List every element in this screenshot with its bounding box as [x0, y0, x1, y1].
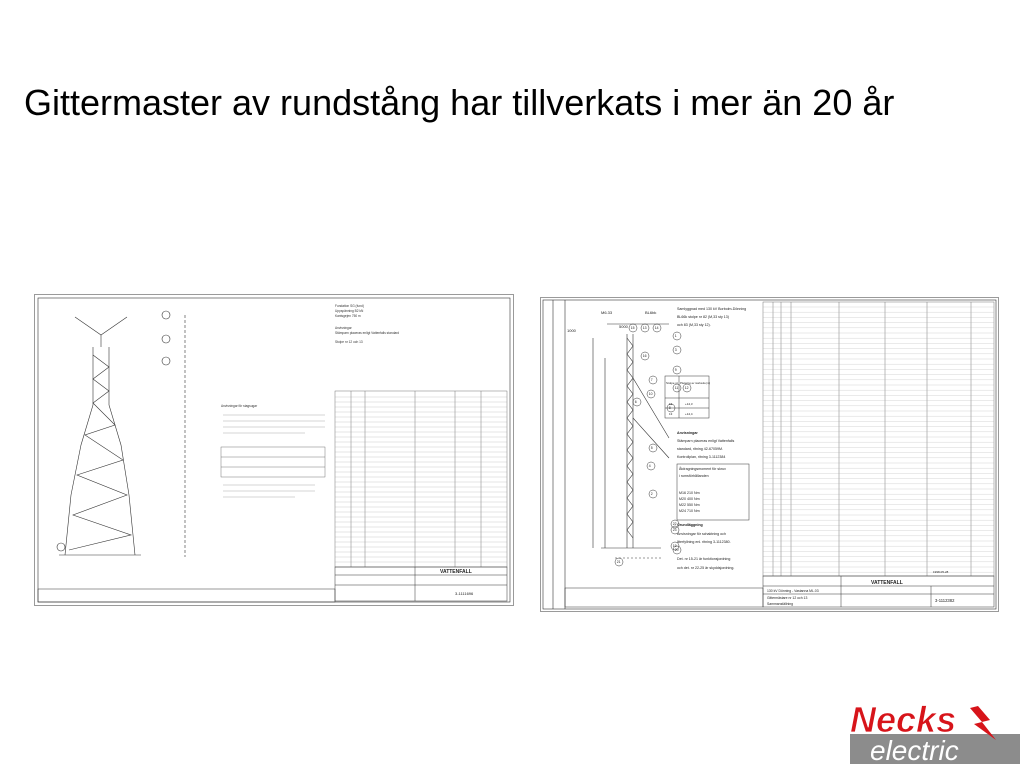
- torque-m22: M22 550 Nm: [679, 503, 700, 507]
- title-block-line-3: Sammanställning: [767, 602, 794, 606]
- callout-label: 1: [674, 334, 677, 339]
- svg-text:Kantsgejen 750 m: Kantsgejen 750 m: [335, 314, 361, 318]
- logo-brand-bottom: electric: [870, 735, 959, 766]
- callout-label: 2: [650, 492, 653, 497]
- svg-text:Anvisningar: Anvisningar: [335, 326, 352, 330]
- svg-text:Stolpe nr 12 och 13: Stolpe nr 12 och 13: [335, 340, 363, 344]
- title-block-date: 1998-05-28: [933, 570, 949, 574]
- logo-brand-top: Necks: [850, 700, 957, 740]
- callout-label: 16: [642, 354, 647, 359]
- dim-label-1: M6.33: [601, 310, 613, 315]
- anvisningar-line-2: standard, ritning 42-67059M.: [677, 447, 723, 451]
- grund-line-4: och det. nr 22-25 är skyddsjordning.: [677, 566, 735, 570]
- necks-electric-logo: [842, 700, 1022, 766]
- left-company-mark: VATTENFALL: [440, 569, 472, 575]
- torque-box-line-1: Åtdragningsmoment för skruv: [679, 467, 726, 471]
- callout-label: 12: [684, 386, 689, 391]
- stolpe-row-1-nr: 12: [669, 402, 673, 406]
- callout-label: 20: [674, 548, 679, 553]
- callout-label: 14: [654, 326, 659, 331]
- title-block-drawing-number: 3-1112382: [935, 598, 955, 603]
- grund-line-3: Det. nr 15-21 är funktionsjordning: [677, 557, 731, 561]
- drawing-left-svg: [35, 295, 513, 605]
- torque-m24: M24 710 Nm: [679, 509, 700, 513]
- callout-label: 13: [642, 326, 647, 331]
- stolpe-row-2-nr: 13: [669, 412, 673, 416]
- callout-label: 8: [668, 406, 671, 411]
- left-drawing-number: 3-1111696: [455, 591, 474, 596]
- callout-label: 19: [672, 544, 677, 549]
- drawing-right-svg: [541, 298, 998, 611]
- callout-label: 10: [648, 392, 653, 397]
- note-top-1: Samlyggnad med 130 kV Borbolm-Dönning: [677, 307, 747, 311]
- callout-label: 22: [672, 522, 677, 527]
- callout-label: 9: [674, 368, 677, 373]
- title-block-line-2: Gittermästare nr 12 och 13: [767, 596, 808, 600]
- callout-label: 4: [648, 464, 651, 469]
- title-block-line-1: 130 kV Dönning - Vastanna ML.03: [767, 589, 819, 593]
- stolpe-table-header-2: Placering av marksula (m): [680, 382, 711, 385]
- grund-line-2: återfyllning enl. ritning 3-1112380.: [677, 540, 731, 544]
- right-parts-table: [763, 302, 994, 576]
- callout-label: 21: [616, 560, 621, 565]
- stolpe-table-header-1: Stolpe nr: [666, 381, 679, 385]
- technical-drawing-left: [34, 294, 514, 606]
- callout-label: 3: [674, 348, 677, 353]
- callout-label: 5: [650, 446, 653, 451]
- anvisningar-line-1: Stämparn placeras enligt Vattenfalls: [677, 439, 735, 443]
- grund-title: Grundläggning: [677, 523, 703, 527]
- stolpe-row-2-val: +14,4: [685, 412, 693, 416]
- torque-box-line-2: i rumsförhållanden: [679, 474, 709, 478]
- svg-text:Stämparn placeras enligt Vatte: Stämparn placeras enligt Vattenfalls standard: [335, 331, 400, 335]
- left-notes-heading: Anvisningar för stagsugar: [221, 404, 258, 408]
- anvisningar-line-3: Kontrollplan, ritning 3-1112384: [677, 455, 726, 459]
- dim-label-4: 1000: [567, 328, 576, 333]
- slide-title: Gittermaster av rundstång har tillverkats i mer än 20 år: [24, 82, 895, 123]
- callout-label: 23: [672, 528, 677, 533]
- anvisningar-title: Anvisningar: [677, 431, 698, 435]
- stolpe-row-1-val: +14,3: [685, 402, 693, 406]
- svg-text:Uppspänning B2 kN: Uppspänning B2 kN: [335, 309, 364, 313]
- callout-label: 6: [634, 400, 637, 405]
- callout-label: 7: [650, 378, 653, 383]
- callout-label: 11: [674, 386, 679, 391]
- technical-drawing-right: [540, 297, 999, 612]
- left-parts-table: [335, 391, 507, 567]
- note-top-3: och 83 (M,33 sty 12).: [677, 323, 711, 327]
- torque-m20: M20 400 Nm: [679, 497, 700, 501]
- grund-line-1: Anvisningar för schaktning och: [677, 532, 726, 536]
- callout-label: 15: [630, 326, 635, 331]
- torque-m16: M16 210 Nm: [679, 491, 700, 495]
- svg-text:Fundation SG (fund): Fundation SG (fund): [335, 304, 364, 308]
- right-company-mark: VATTENFALL: [871, 580, 903, 586]
- dim-label-2: BL6bk: [645, 310, 657, 315]
- dim-label-3: 5000: [619, 324, 628, 329]
- note-top-2: BL66k stolpe nr 82 (M,33 sty 13): [677, 315, 729, 319]
